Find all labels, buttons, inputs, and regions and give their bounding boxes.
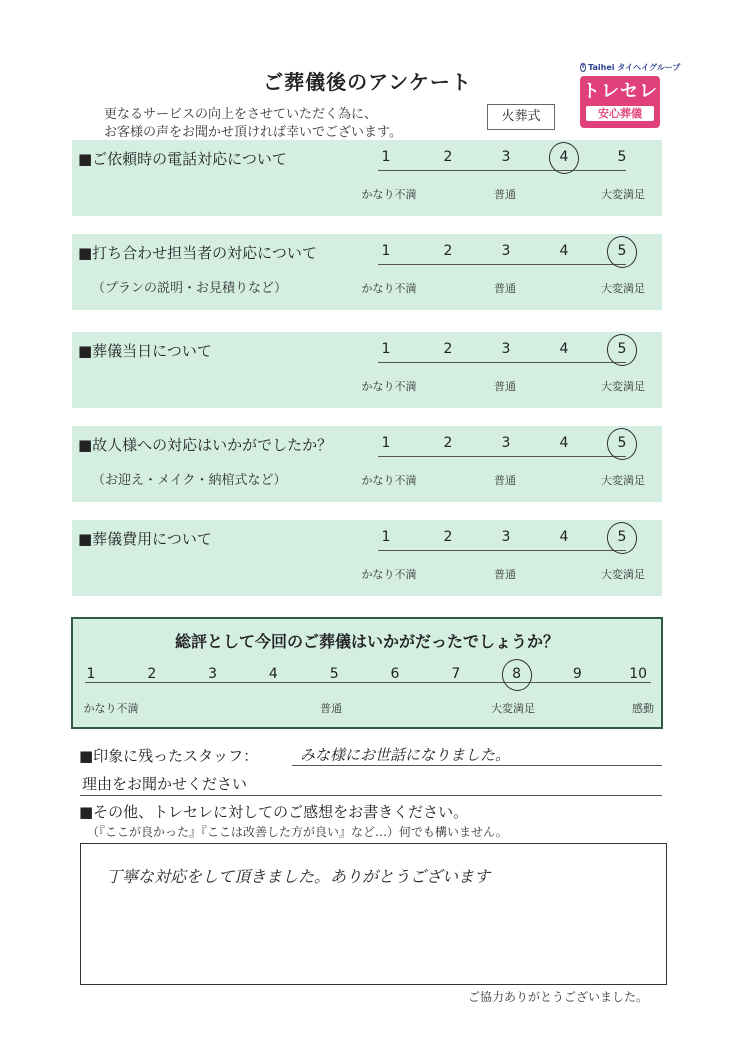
rating-scale-line <box>378 264 626 265</box>
selected-rating-circle <box>604 425 640 463</box>
rating-option-4[interactable]: 4 <box>559 341 569 357</box>
selected-rating-circle <box>546 139 582 177</box>
rating-option-4[interactable]: 4 <box>559 149 569 165</box>
rating-option-2[interactable]: 2 <box>443 341 453 357</box>
selected-rating-circle <box>604 519 640 557</box>
rating-scale-line <box>378 456 626 457</box>
overall-scale-line <box>85 682 651 683</box>
question-subtitle: （プランの説明・お見積りなど） <box>92 281 288 296</box>
scale-label-high: 大変満足 <box>601 188 645 201</box>
question-block <box>72 520 662 596</box>
selected-rating-circle <box>604 331 640 369</box>
comment-text: 丁寧な対応をして頂きました。ありがとうございます <box>106 867 491 886</box>
rating-scale-line <box>378 170 626 171</box>
reason-label: 理由をお聞かせください <box>82 775 248 793</box>
scale-label-mid: 普通 <box>494 474 516 487</box>
scale-label-high: 大変満足 <box>601 474 645 487</box>
scale-label-low: かなり不満 <box>361 568 417 581</box>
rating-option-4[interactable]: 4 <box>559 529 569 545</box>
rating-option-5[interactable]: 5 <box>617 529 627 545</box>
overall-option-7[interactable]: 7 <box>451 666 461 682</box>
question-block <box>72 140 662 216</box>
question-title: ■故人様への対応はいかがでしたか？ <box>78 436 333 454</box>
scale-label-low: かなり不満 <box>361 474 417 487</box>
group-text: Taihei タイヘイグループ <box>588 63 681 72</box>
overall-label-top: 感動 <box>632 702 654 715</box>
rating-option-2[interactable]: 2 <box>443 243 453 259</box>
group-name <box>580 62 681 73</box>
other-comments-label: ■その他、トレセレに対してのご感想をお書きください。 <box>79 803 469 821</box>
overall-option-5[interactable]: 5 <box>329 666 339 682</box>
rating-option-3[interactable]: 3 <box>501 243 511 259</box>
staff-answer[interactable]: みな様にお世話になりました。 <box>300 746 511 764</box>
overall-option-6[interactable]: 6 <box>390 666 400 682</box>
overall-option-1[interactable]: 1 <box>86 666 96 682</box>
reason-line <box>80 795 662 796</box>
brand-name: トレセレ <box>582 81 658 102</box>
question-block <box>72 234 662 310</box>
rating-option-3[interactable]: 3 <box>501 435 511 451</box>
comment-box[interactable] <box>80 843 667 985</box>
overall-title: 総評として今回のご葬儀はいかがだったでしょうか？ <box>174 632 559 651</box>
brand-logo <box>580 62 681 128</box>
question-subtitle: （お迎え・メイク・納棺式など） <box>92 473 287 488</box>
scale-label-mid: 普通 <box>494 282 516 295</box>
overall-option-8[interactable]: 8 <box>512 666 522 682</box>
selected-rating-circle <box>604 233 640 271</box>
staff-answer-line <box>292 765 662 766</box>
overall-rating-section <box>71 617 663 729</box>
ceremony-type-box: 火葬式 <box>487 104 555 130</box>
brand-tagline: 安心葬儀 <box>586 106 654 121</box>
overall-option-4[interactable]: 4 <box>268 666 278 682</box>
rating-option-1[interactable]: 1 <box>381 243 391 259</box>
overall-label-high: 大変満足 <box>491 702 535 715</box>
scale-label-mid: 普通 <box>494 568 516 581</box>
question-block <box>72 332 662 408</box>
rating-option-2[interactable]: 2 <box>443 529 453 545</box>
rating-option-5[interactable]: 5 <box>617 149 627 165</box>
overall-option-10[interactable]: 10 <box>629 666 648 682</box>
rating-option-1[interactable]: 1 <box>381 435 391 451</box>
rating-option-5[interactable]: 5 <box>617 243 627 259</box>
question-title: ■打ち合わせ担当者の対応について <box>78 244 317 262</box>
rating-option-1[interactable]: 1 <box>381 529 391 545</box>
rating-option-2[interactable]: 2 <box>443 435 453 451</box>
scale-label-low: かなり不満 <box>361 282 417 295</box>
rating-option-5[interactable]: 5 <box>617 435 627 451</box>
brand-card <box>580 76 660 128</box>
overall-option-9[interactable]: 9 <box>572 666 582 682</box>
survey-title: ご葬儀後のアンケート <box>263 70 472 94</box>
rating-option-4[interactable]: 4 <box>559 435 569 451</box>
scale-label-high: 大変満足 <box>601 568 645 581</box>
overall-label-mid: 普通 <box>320 702 342 715</box>
intro-text <box>104 106 402 142</box>
rating-option-3[interactable]: 3 <box>501 341 511 357</box>
question-title: ■葬儀当日について <box>78 342 212 360</box>
scale-label-high: 大変満足 <box>601 380 645 393</box>
scale-label-high: 大変満足 <box>601 282 645 295</box>
taihei-mark-icon: T <box>581 63 586 70</box>
staff-label: ■印象に残ったスタッフ： <box>79 747 259 765</box>
thanks-message: ご協力ありがとうございました。 <box>468 990 649 1004</box>
overall-option-2[interactable]: 2 <box>147 666 157 682</box>
selected-overall-circle <box>499 656 535 694</box>
rating-option-5[interactable]: 5 <box>617 341 627 357</box>
rating-option-4[interactable]: 4 <box>559 243 569 259</box>
intro-line-2: お客様の声をお聞かせ頂ければ幸いでございます。 <box>104 125 402 140</box>
rating-scale-line <box>378 362 626 363</box>
rating-option-3[interactable]: 3 <box>501 149 511 165</box>
rating-option-1[interactable]: 1 <box>381 149 391 165</box>
scale-label-mid: 普通 <box>494 188 516 201</box>
scale-label-low: かなり不満 <box>361 188 417 201</box>
rating-scale-line <box>378 550 626 551</box>
rating-option-3[interactable]: 3 <box>501 529 511 545</box>
rating-option-2[interactable]: 2 <box>443 149 453 165</box>
intro-line-1: 更なるサービスの向上をさせていただく為に、 <box>104 107 378 122</box>
question-block <box>72 426 662 502</box>
other-comments-note: （『ここが良かった』『ここは改善した方が良い』など…）何でも構いません。 <box>87 825 508 839</box>
overall-option-3[interactable]: 3 <box>208 666 218 682</box>
scale-label-mid: 普通 <box>494 380 516 393</box>
question-title: ■葬儀費用について <box>78 530 212 548</box>
overall-label-low: かなり不満 <box>83 702 139 715</box>
rating-option-1[interactable]: 1 <box>381 341 391 357</box>
scale-label-low: かなり不満 <box>361 380 417 393</box>
question-title: ■ご依頼時の電話対応について <box>78 150 287 168</box>
